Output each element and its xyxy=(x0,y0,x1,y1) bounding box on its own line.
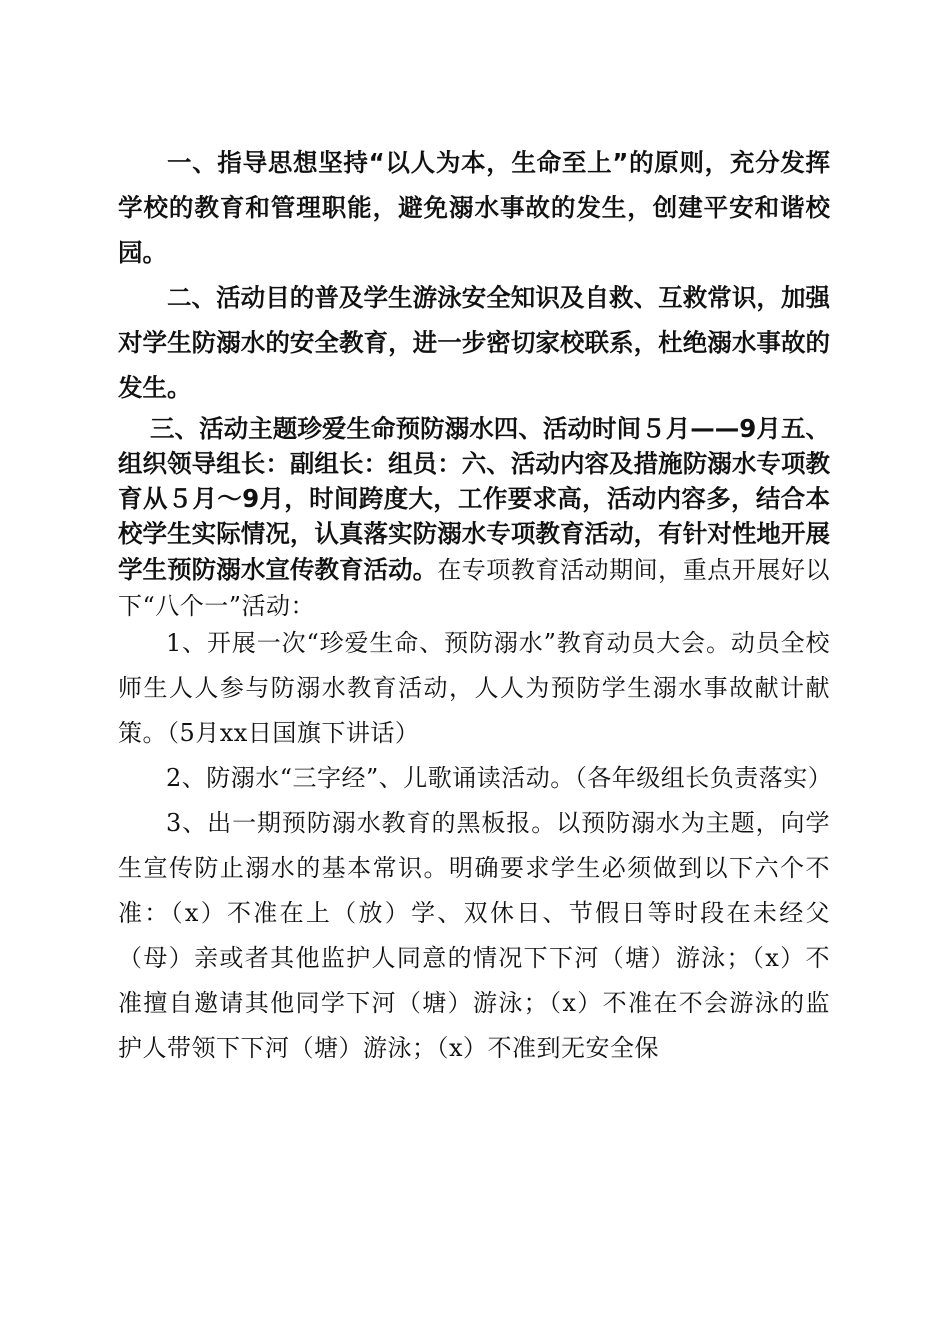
paragraph-guiding-ideology: 一、指导思想坚持“以人为本，生命至上”的原则，充分发挥学校的教育和管理职能，避免溺水事故的发生，创建平安和谐校园。 xyxy=(118,148,830,267)
list-item-mobilization-meeting: 1、开展一次“珍爱生命、预防溺水”教育动员大会。动员全校师生人人参与防溺水教育活动，人人为预防学生溺水事故献计献策。（5月xx日国旗下讲话） xyxy=(118,629,830,747)
document-body xyxy=(118,140,833,1071)
paragraph-activity-theme xyxy=(118,410,830,621)
paragraph-activity-theme-regular: 在专项教育活动期间，重点开展好以下“八个一”活动： xyxy=(118,556,831,620)
paragraph-activity-theme-bold: 三、活动主题珍爱生命预防溺水四、活动时间５月——9月五、组织领导组长：副组长：组员：六、活动内容及措施防溺水专项教育从５月～9月，时间跨度大，工作要求高，活动内容多，结合本校学生实际情况，认真落实防溺水专项教育活动，有针对性地开展学生预防溺水宣传教育活动。 xyxy=(118,414,830,584)
paragraph-activity-purpose: 二、活动目的普及学生游泳安全知识及自救、互救常识，加强对学生防溺水的安全教育，进一步密切家校联系，杜绝溺水事故的发生。 xyxy=(118,283,830,402)
list-item-blackboard: 3、出一期预防溺水教育的黑板报。以预防溺水为主题，向学生宣传防止溺水的基本常识。明确要求学生必须做到以下六个不准：（x）不准在上（放）学、双休日、节假日等时段在未经父（母）亲或者其他监护人同意的情况下下河（塘）游泳；（x）不准擅自邀请其他同学下河（塘）游泳；（x）不准在不会游泳的监护人带领下下河（塘）游泳；（x）不准到无安全保 xyxy=(118,809,830,1062)
list-item-recitation: 2、防溺水“三字经”、儿歌诵读活动。（各年级组长负责落实） xyxy=(166,764,833,792)
